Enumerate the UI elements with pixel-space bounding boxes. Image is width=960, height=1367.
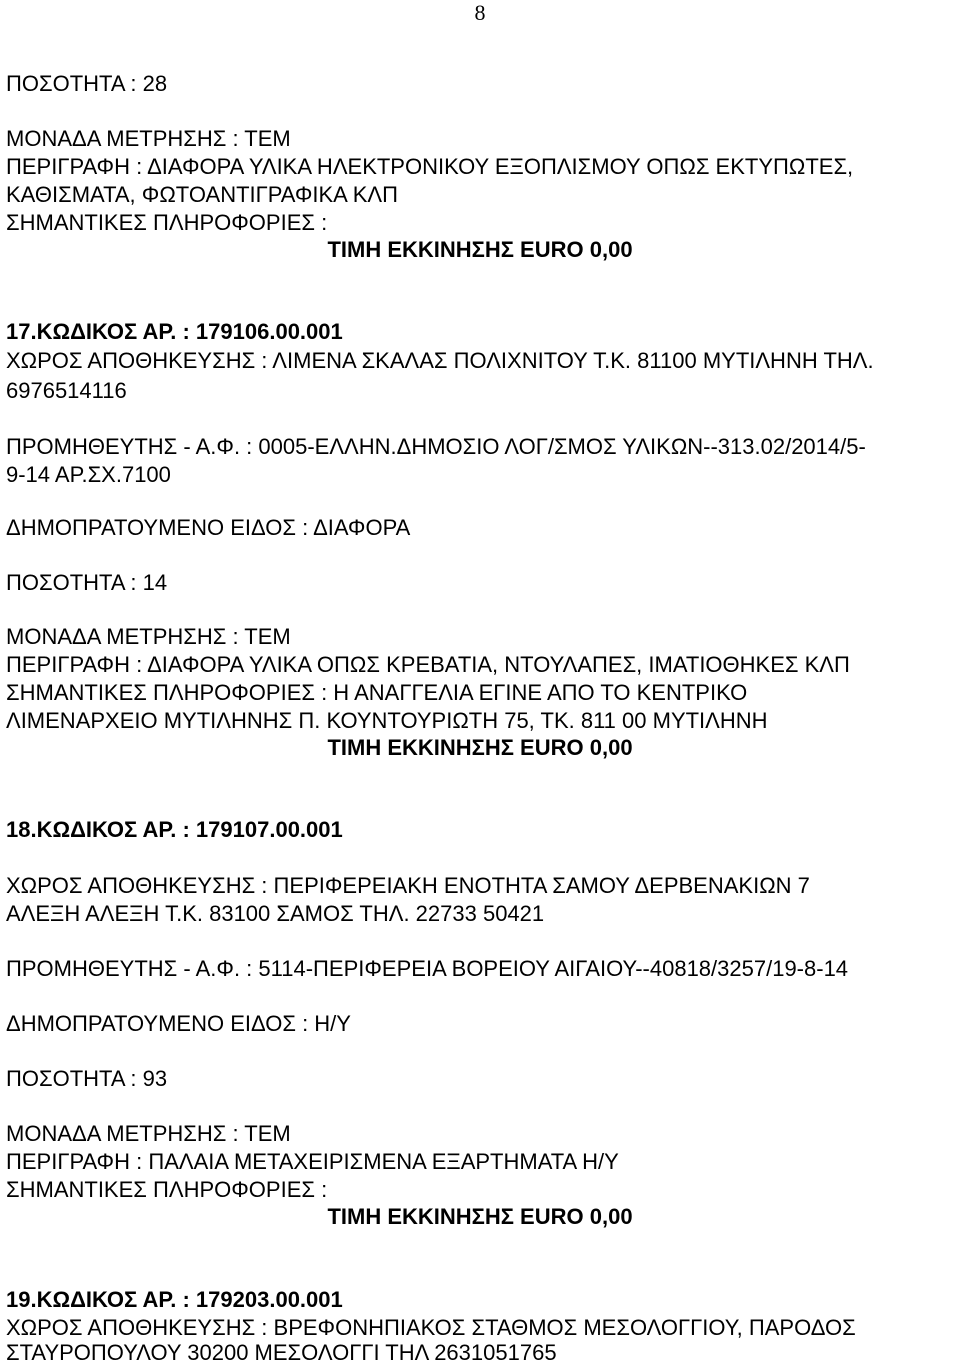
quantity-line: ΠΟΣΟΤΗΤΑ : 14 xyxy=(6,570,168,595)
supplier-line: 9-14 ΑΡ.ΣΧ.7100 xyxy=(6,462,171,487)
item-code-heading: 18.ΚΩΔΙΚΟΣ ΑΡ. : 179107.00.001 xyxy=(6,817,343,842)
starting-price: ΤΙΜΗ ΕΚΚΙΝΗΣΗΣ EURO 0,00 xyxy=(327,735,633,760)
quantity-line: ΠΟΣΟΤΗΤΑ : 28 xyxy=(6,71,168,96)
storage-location-line: ΧΩΡΟΣ ΑΠΟΘΗΚΕΥΣΗΣ : ΛΙΜΕΝΑ ΣΚΑΛΑΣ ΠΟΛΙΧΝΙΤΟΥ Τ.Κ. 81100 ΜΥΤΙΛΗΝΗ ΤΗΛ. xyxy=(6,348,874,373)
description-line: ΠΕΡΙΓΡΑΦΗ : ΔΙΑΦΟΡΑ ΥΛΙΚΑ ΗΛΕΚΤΡΟΝΙΚΟΥ ΕΞΟΠΛΙΣΜΟΥ ΟΠΩΣ ΕΚΤΥΠΩΤΕΣ, xyxy=(6,154,854,179)
storage-location-line: ΧΩΡΟΣ ΑΠΟΘΗΚΕΥΣΗΣ : ΒΡΕΦΟΝΗΠΙΑΚΟΣ ΣΤΑΘΜΟΣ ΜΕΣΟΛΟΓΓΙΟΥ, ΠΑΡΟΔΟΣ xyxy=(6,1315,856,1340)
storage-location-line: 6976514116 xyxy=(6,378,127,403)
supplier-line: ΠΡΟΜΗΘΕΥΤΗΣ - Α.Φ. : 5114-ΠΕΡΙΦΕΡΕΙΑ ΒΟΡΕΙΟΥ ΑΙΓΑΙΟΥ--40818/3257/19-8-14 xyxy=(6,956,849,981)
storage-location-line: ΧΩΡΟΣ ΑΠΟΘΗΚΕΥΣΗΣ : ΠΕΡΙΦΕΡΕΙΑΚΗ ΕΝΟΤΗΤΑ ΣΑΜΟΥ ΔΕΡΒΕΝΑΚΙΩΝ 7 xyxy=(6,873,810,898)
info-line: ΛΙΜΕΝΑΡΧΕΙΟ ΜΥΤΙΛΗΝΗΣ Π. ΚΟΥΝΤΟΥΡΙΩΤΗ 75, ΤΚ. 811 00 ΜΥΤΙΛΗΝΗ xyxy=(6,708,768,733)
info-line: ΣΗΜΑΝΤΙΚΕΣ ΠΛΗΡΟΦΟΡΙΕΣ : xyxy=(6,210,328,235)
unit-line: ΜΟΝΑΔΑ ΜΕΤΡΗΣΗΣ : ΤΕΜ xyxy=(6,126,291,151)
starting-price: ΤΙΜΗ ΕΚΚΙΝΗΣΗΣ EURO 0,00 xyxy=(327,1204,633,1229)
unit-line: ΜΟΝΑΔΑ ΜΕΤΡΗΣΗΣ : ΤΕΜ xyxy=(6,624,291,649)
description-line: ΠΕΡΙΓΡΑΦΗ : ΠΑΛΑΙΑ ΜΕΤΑΧΕΙΡΙΣΜΕΝΑ ΕΞΑΡΤΗΜΑΤΑ Η/Υ xyxy=(6,1149,619,1174)
item-code-heading: 17.ΚΩΔΙΚΟΣ ΑΡ. : 179106.00.001 xyxy=(6,319,343,344)
description-line: ΠΕΡΙΓΡΑΦΗ : ΔΙΑΦΟΡΑ ΥΛΙΚΑ ΟΠΩΣ ΚΡΕΒΑΤΙΑ, ΝΤΟΥΛΑΠΕΣ, ΙΜΑΤΙΟΘΗΚΕΣ ΚΛΠ xyxy=(6,652,850,677)
info-line: ΣΗΜΑΝΤΙΚΕΣ ΠΛΗΡΟΦΟΡΙΕΣ : xyxy=(6,1177,328,1202)
quantity-line: ΠΟΣΟΤΗΤΑ : 93 xyxy=(6,1066,168,1091)
starting-price: ΤΙΜΗ ΕΚΚΙΝΗΣΗΣ EURO 0,00 xyxy=(327,237,633,262)
auctioned-item-line: ΔΗΜΟΠΡΑΤΟΥΜΕΝΟ ΕΙΔΟΣ : ΔΙΑΦΟΡΑ xyxy=(6,515,411,540)
storage-location-line: ΑΛΕΞΗ ΑΛΕΞΗ Τ.Κ. 83100 ΣΑΜΟΣ ΤΗΛ. 22733 50421 xyxy=(6,901,545,926)
storage-location-line: ΣΤΑΥΡΟΠΟΥΛΟΥ 30200 ΜΕΣΟΛΟΓΓΙ ΤΗΛ 2631051765 xyxy=(6,1340,557,1365)
unit-line: ΜΟΝΑΔΑ ΜΕΤΡΗΣΗΣ : ΤΕΜ xyxy=(6,1121,291,1146)
item-code-heading: 19.ΚΩΔΙΚΟΣ ΑΡ. : 179203.00.001 xyxy=(6,1287,343,1312)
description-line: ΚΑΘΙΣΜΑΤΑ, ΦΩΤΟΑΝΤΙΓΡΑΦΙΚΑ ΚΛΠ xyxy=(6,182,399,207)
info-line: ΣΗΜΑΝΤΙΚΕΣ ΠΛΗΡΟΦΟΡΙΕΣ : Η ΑΝΑΓΓΕΛΙΑ ΕΓΙΝΕ ΑΠΟ ΤΟ ΚΕΝΤΡΙΚΟ xyxy=(6,680,748,705)
page-number: 8 xyxy=(474,0,486,25)
auctioned-item-line: ΔΗΜΟΠΡΑΤΟΥΜΕΝΟ ΕΙΔΟΣ : Η/Υ xyxy=(6,1011,351,1036)
supplier-line: ΠΡΟΜΗΘΕΥΤΗΣ - Α.Φ. : 0005-ΕΛΛΗΝ.ΔΗΜΟΣΙΟ ΛΟΓ/ΣΜΟΣ ΥΛΙΚΩΝ--313.02/2014/5- xyxy=(6,434,866,459)
